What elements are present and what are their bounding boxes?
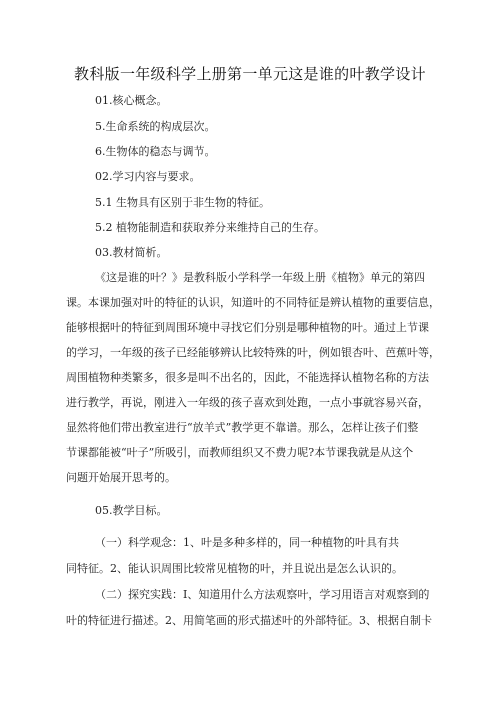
paragraph-line: （二）探究实践：I、知道用什么方法观察叶，学习用语言对观察到的 [95,588,430,601]
section-heading-core-concepts: 01.核心概念。 [95,94,168,107]
paragraph-line: 的学习，一年级的孩子已经能够辨认比较特殊的叶，例如银杏叶、芭蕉叶等， [66,346,440,359]
list-item: 5.生命系统的构成层次。 [95,120,216,133]
paragraph-line: 问题开始展开思考的。 [66,471,176,484]
paragraph-line: 同特征。2、能认识周围比较常见植物的叶，并且说出是怎么认识的。 [66,562,403,575]
paragraph-line: 能够根据叶的特征到周围环境中寻找它们分别是哪种植物的叶。通过上节课 [66,321,429,334]
paragraph-line: 叶的特征进行描述。2、用简笔画的形式描述叶的外部特征。3、根据自制卡 [66,614,432,627]
document-title: 教科版一年级科学上册第一单元这是谁的叶教学设计 [74,65,426,83]
section-heading-teaching-goals: 05.教学目标。 [95,504,168,517]
list-item: 5.2 植物能制造和获取养分来维持自己的生存。 [95,221,325,234]
paragraph-line: 进行教学，再说，刚进入一年级的孩子喜欢到处跑，一点小事就容易兴奋， [66,396,429,409]
paragraph-line: 课。本课加强对叶的特征的认识，知道叶的不同特征是辨认植物的重要信息， [66,296,440,309]
paragraph-line: （一）科学观念：1、叶是多种多样的，同一种植物的叶具有共 [95,536,399,549]
section-heading-textbook-analysis: 03.教材简析。 [95,246,168,259]
paragraph-line: 周围植物种类繁多，很多是叫不出名的，因此，不能选择认植物名称的方法 [66,371,429,384]
paragraph-line: 《这是谁的叶？》是教科版小学科学一年级上册《植物》单元的第四 [95,271,425,284]
list-item: 5.1 生物具有区别于非生物的特征。 [95,196,270,209]
section-heading-learning-content: 02.学习内容与要求。 [95,170,201,183]
paragraph-line: 显然将他们带出教室进行“放羊式”教学更不靠谱。那么，怎样让孩子们整 [66,421,419,434]
list-item: 6.生物体的稳态与调节。 [95,145,216,158]
paragraph-line: 节课都能被“叶子”所吸引，而教师组织又不费力呢?本节课我就是从这个 [66,446,414,459]
